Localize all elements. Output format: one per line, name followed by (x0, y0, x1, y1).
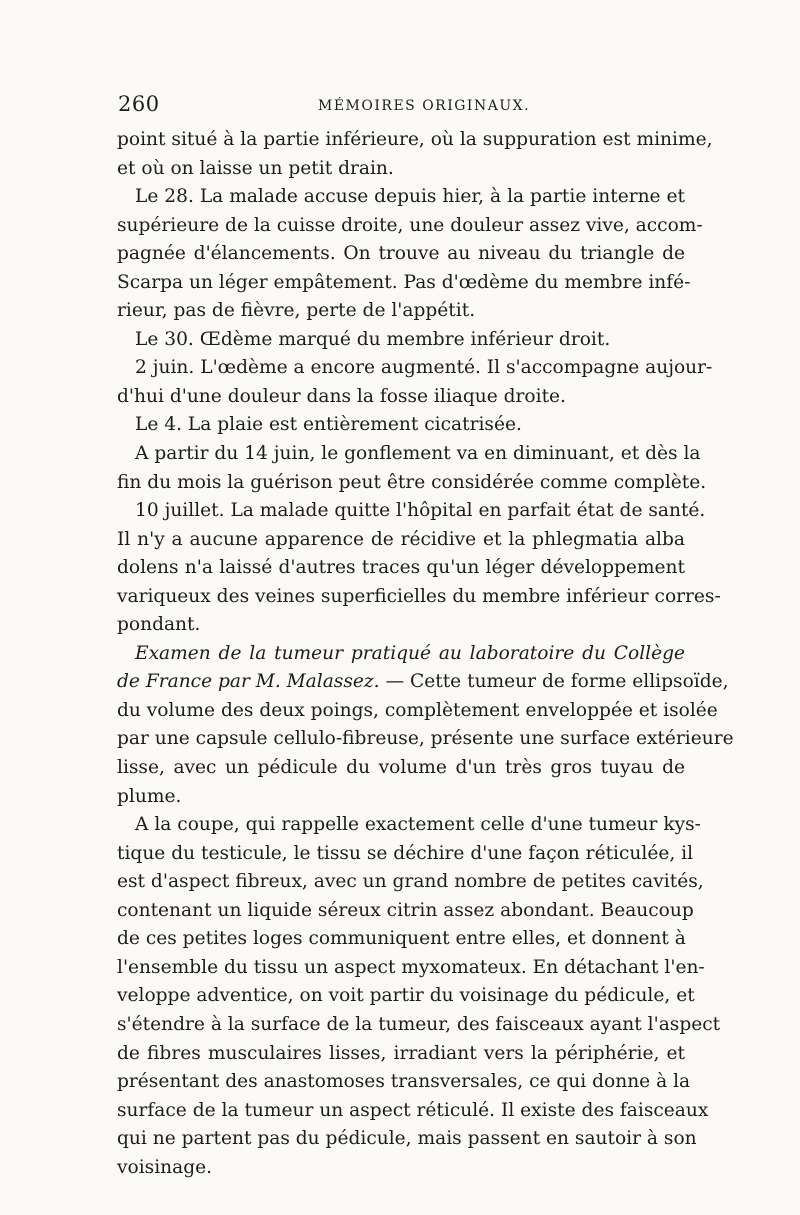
text-line: s'étendre à la surface de la tumeur, des faisceaux ayant l'aspect (117, 1013, 721, 1035)
text-line: Il n'y a aucune apparence de récidive et la phlegmatia alba (117, 528, 685, 550)
text-line (117, 668, 729, 697)
text-line: pagnée d'élancements. On trouve au niveau du triangle de (117, 243, 685, 265)
text-line: plume. (117, 785, 182, 807)
text-line: d'hui d'une douleur dans la fosse iliaque droite. (117, 385, 566, 407)
text-line: est d'aspect fibreux, avec un grand nombre de petites cavités, (117, 871, 704, 893)
text-line: contenant un liquide séreux citrin assez abondant. Beaucoup (117, 899, 694, 921)
text-line: veloppe adventice, on voit partir du voisinage du pédicule, et (117, 985, 695, 1007)
text-line: Scarpa un léger empâtement. Pas d'œdème du membre infé- (117, 271, 691, 293)
body-text (117, 126, 734, 1182)
text-line: A la coupe, qui rappelle exactement celle d'une tumeur kys- (135, 814, 701, 836)
text-line: 2 juin. L'œdème a encore augmenté. Il s'accompagne aujour- (135, 357, 713, 379)
text-line: variqueux des veines superficielles du membre inférieur corres- (117, 585, 721, 607)
text-line: supérieure de la cuisse droite, une douleur assez vive, accom- (117, 214, 703, 236)
text-line: voisinage. (117, 1156, 213, 1178)
text-line: point situé à la partie inférieure, où la suppuration est minime, (117, 129, 713, 150)
text-line: pondant. (117, 614, 201, 636)
text-line: Le 30. Œdème marqué du membre inférieur droit. (135, 328, 611, 350)
text-line: A partir du 14 juin, le gonflement va en diminuant, et dès la (135, 443, 701, 465)
text-line: l'ensemble du tissu un aspect myxomateux. En détachant l'en- (117, 956, 705, 978)
running-title: MÉMOIRES ORIGINAUX. (318, 98, 531, 114)
text-line: de fibres musculaires lisses, irradiant vers la périphérie, et (117, 1042, 685, 1064)
text-line: Le 4. La plaie est entièrement cicatrisée. (135, 414, 522, 436)
italic-heading-end: de France par M. Malassez. (117, 671, 380, 693)
text-line: de ces petites loges communiquent entre elles, et donnent à (117, 928, 686, 950)
text-line: présentant des anastomoses transversales, ce qui donne à la (117, 1071, 691, 1093)
text-line: du volume des deux poings, complètement enveloppée et isolée (117, 699, 718, 721)
page-number: 260 (118, 92, 160, 116)
text-line: Le 28. La malade accuse depuis hier, à la partie interne et (135, 186, 685, 208)
text-line: dolens n'a laissé d'autres traces qu'un léger développement (117, 557, 685, 579)
text-line: fin du mois la guérison peut être considérée comme complète. (117, 471, 707, 493)
text-line: par une capsule cellulo-fibreuse, présente une surface extérieure (117, 728, 734, 750)
text-line: Examen de la tumeur pratiqué au laboratoire du Collège (135, 642, 685, 664)
text-line: surface de la tumeur un aspect réticulé. Il existe des faisceaux (117, 1099, 709, 1121)
page-header (118, 92, 698, 122)
text-line: 10 juillet. La malade quitte l'hôpital en parfait état de santé. (135, 500, 706, 522)
text-line: tique du testicule, le tissu se déchire d'une façon réticulée, il (117, 842, 694, 864)
text-line: qui ne partent pas du pédicule, mais passent en sautoir à son (117, 1128, 697, 1150)
text-line: rieur, pas de fièvre, perte de l'appétit. (117, 300, 476, 322)
text-line: et où on laisse un petit drain. (117, 157, 394, 179)
text-segment: — Cette tumeur de forme ellipsoïde, (379, 671, 729, 693)
text-line: lisse, avec un pédicule du volume d'un très gros tuyau de (117, 757, 685, 779)
